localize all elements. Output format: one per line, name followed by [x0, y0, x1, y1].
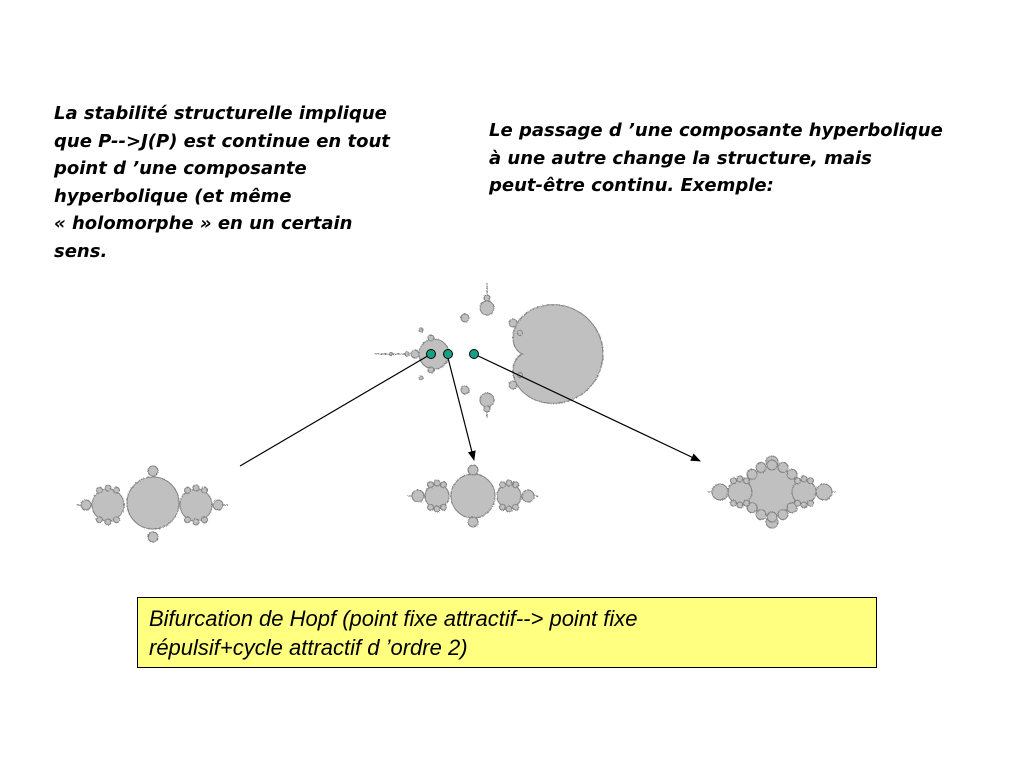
- caption-box: [137, 597, 877, 668]
- fractal-bud: [778, 462, 788, 472]
- right-paragraph-line-1: Le passage d ’une composante hyperbolique: [489, 120, 943, 141]
- fractal-bud: [428, 504, 434, 510]
- fractal-bud: [744, 478, 750, 484]
- mandelbrot-mini-copy: [390, 353, 393, 356]
- fractal-bud: [202, 517, 208, 523]
- mandelbrot-small-bulb: [411, 350, 419, 358]
- fractal-bud: [105, 519, 111, 525]
- julia-right-far-left: [712, 484, 728, 500]
- fractal-bud: [801, 502, 807, 508]
- fractal-bud: [808, 478, 814, 484]
- mandelbrot-set: [374, 283, 603, 418]
- fractal-bud: [787, 469, 797, 479]
- right-paragraph-line-2: à une autre change la structure, mais: [489, 147, 872, 169]
- julia-set-left: [77, 466, 228, 542]
- fractal-bud: [97, 487, 103, 493]
- left-paragraph-line-1: La stabilité structurelle implique: [54, 103, 387, 124]
- fractal-bud: [202, 487, 208, 493]
- left-paragraph-line-4: hyperbolique (et même: [54, 185, 292, 207]
- julia-left-right-lobe: [180, 489, 212, 521]
- fractal-bud: [795, 478, 801, 484]
- caption-line-1: Bifurcation de Hopf (point fixe attractif--> point fixe: [149, 606, 638, 631]
- mandelbrot-bottom-sub-bulb: [484, 406, 490, 412]
- julia-right-far-right: [816, 484, 832, 500]
- fractal-bud: [434, 506, 440, 512]
- julia-middle-far-left: [412, 490, 424, 502]
- mandelbrot-top-sub-bulb: [484, 295, 490, 301]
- mandelbrot-lower-left-bulb: [461, 386, 469, 394]
- julia-middle-main: [451, 474, 495, 518]
- fractal-bud: [506, 480, 512, 486]
- fractal-bud: [185, 487, 191, 493]
- fractal-bud: [105, 485, 111, 491]
- fractal-bud: [513, 482, 519, 488]
- mandelbrot-upper-right-bulb: [509, 319, 517, 327]
- right-paragraph-line-3: peut-être continu. Exemple:: [489, 175, 774, 196]
- marker-left: [427, 350, 436, 359]
- fractal-bud: [185, 517, 191, 523]
- fractal-bud: [731, 500, 737, 506]
- arrow-to-left-julia: [240, 354, 431, 466]
- fractal-bud: [756, 462, 766, 472]
- fractal-bud: [500, 482, 506, 488]
- fractal-bud: [513, 504, 519, 510]
- left-paragraph-line-6: sens.: [54, 240, 108, 262]
- left-paragraph-line-3: point d ’une composante: [54, 158, 307, 179]
- julia-set-right: [708, 456, 836, 528]
- fractal-bud: [747, 469, 757, 479]
- mandelbrot-upper-left-bulb: [461, 314, 469, 322]
- left-paragraph-line-5: « holomorphe » en un certain: [54, 213, 353, 234]
- marker-right: [470, 350, 479, 359]
- fractal-bud: [500, 504, 506, 510]
- fractal-bud: [114, 517, 120, 523]
- mandelbrot-lower-right-bulb: [509, 381, 517, 389]
- mandelbrot-tiny-bottom: [419, 376, 423, 380]
- fractal-bud: [737, 476, 743, 482]
- fractal-bud: [428, 482, 434, 488]
- fractal-bud: [193, 519, 199, 525]
- mandelbrot-tiny-bulb: [405, 352, 409, 356]
- julia-left-far-left: [81, 500, 91, 510]
- mandelbrot-cardioid: [513, 305, 603, 404]
- fractal-bud: [193, 485, 199, 491]
- mandelbrot-bulb-top-bud: [428, 335, 434, 341]
- fractal-bud: [434, 480, 440, 486]
- fractal-bud: [756, 510, 766, 520]
- arrow-to-middle-julia: [447, 354, 474, 460]
- fractal-bud: [801, 476, 807, 482]
- mandelbrot-bulb-bottom-bud: [428, 367, 434, 373]
- julia-middle-bottom: [468, 517, 478, 527]
- fractal-bud: [441, 482, 447, 488]
- mandelbrot-top-bulb: [480, 301, 494, 315]
- julia-middle-far-right: [522, 490, 534, 502]
- mandelbrot-right-bud: [518, 331, 523, 336]
- julia-left-left-lobe: [92, 489, 124, 521]
- julia-left-far-right: [213, 500, 223, 510]
- mandelbrot-bottom-bulb: [480, 393, 494, 407]
- fractal-bud: [778, 510, 788, 520]
- fractal-bud: [441, 504, 447, 510]
- mandelbrot-tiny-top: [419, 328, 423, 332]
- fractal-bud: [767, 460, 777, 470]
- fractal-bud: [767, 512, 777, 522]
- fractal-bud: [795, 500, 801, 506]
- marker-middle: [444, 350, 453, 359]
- fractal-bud: [744, 500, 750, 506]
- julia-left-bottom: [148, 532, 158, 542]
- fractal-bud: [114, 487, 120, 493]
- fractal-bud: [731, 478, 737, 484]
- fractal-bud: [97, 517, 103, 523]
- julia-set-middle: [408, 465, 538, 527]
- fractal-bud: [506, 506, 512, 512]
- fractal-bud: [808, 500, 814, 506]
- left-paragraph-line-2: que P-->J(P) est continue en tout: [54, 130, 390, 152]
- julia-middle-top: [468, 465, 478, 475]
- caption-line-2: répulsif+cycle attractif d ’ordre 2): [149, 635, 468, 660]
- julia-left-top: [148, 466, 158, 476]
- fractal-bud: [737, 502, 743, 508]
- julia-left-main: [127, 477, 179, 529]
